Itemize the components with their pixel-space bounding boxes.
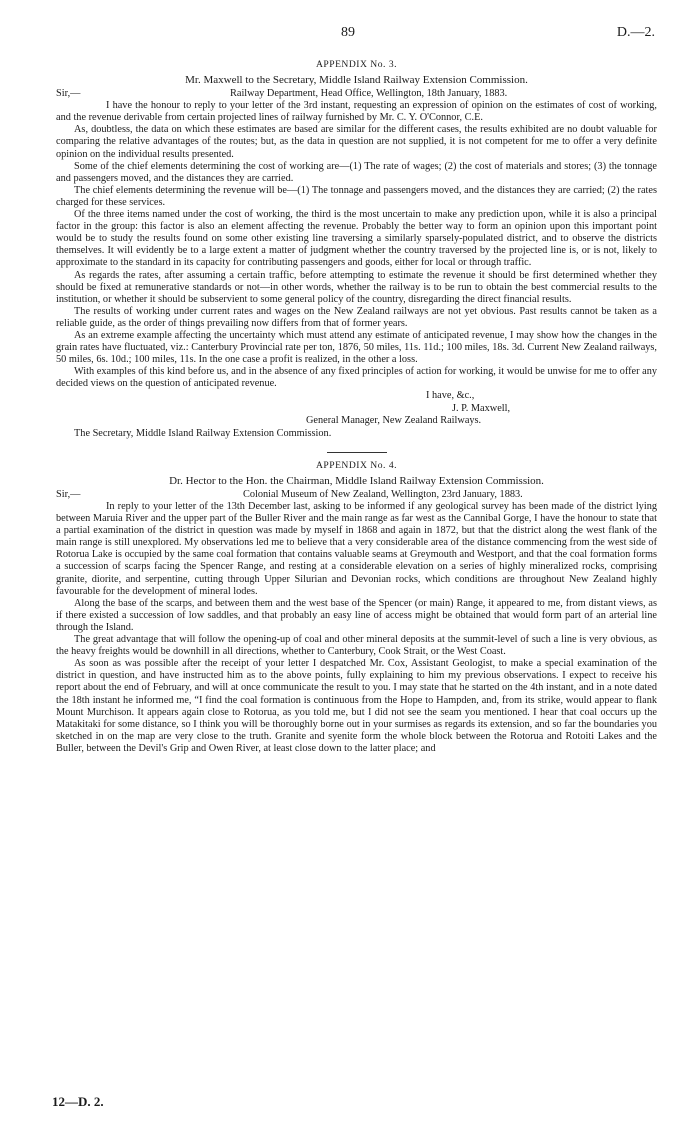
signature-mark: 12—D. 2. <box>52 1094 104 1109</box>
appendix-3-paragraph: With examples of this kind before us, and in the absence of any fixed principles of action for working, it would be unwise for me to offer any decided views on the question of anticipated revenue. <box>56 366 657 390</box>
appendix-3-closing: I have, &c., <box>426 390 475 402</box>
appendix-4-paragraph: As soon as was possible after the receipt of your letter I despatched Mr. Cox, Assistant Geologist, to make a special examination of the district in question, and have instructed him as to the above points, fully explaining to him my previous observations. I expect to receive his report about the end of February, and will at once communicate the result to you. I may state that he started on the 4th instant, and in a note dated the 18th instant he informed me, “I find the coal formation is continuous from the Hope to Hampden, and, from its strike, would appear to flank Mount Murchison. It appears again close to Rotorua, as you told me, but I did not see the seam you mentioned. I hear that coal occurs up the Matakitaki for some distance, so I think you will be thoroughly borne out in your surmises as regards its extension, and so far the boundaries you sketched in on the map are very close to the truth. Granite and syenite form the whole block between the Rotorua and Rotoiti Lakes and the Buller, between the Devil's Grip and Owen River, at least close down to the latter place; and <box>56 658 657 754</box>
page-body <box>56 52 657 755</box>
appendix-3-title: Mr. Maxwell to the Secretary, Middle Island Railway Extension Commission. <box>185 74 528 87</box>
page-number: 89 <box>341 25 355 40</box>
document-reference: D.—2. <box>616 25 655 40</box>
appendix-4-header <box>56 489 657 501</box>
appendix-3-header <box>56 88 657 100</box>
appendix-3-paragraph: The chief elements determining the revenue will be—(1) The tonnage and passengers moved, and the distances they are carried; (2) the rates charged for these services. <box>56 184 657 208</box>
appendix-3-paragraph: The results of working under current rates and wages on the New Zealand railways are not yet obvious. Past results cannot be taken as a reliable guide, as the order of things prevailing now differs from that of former years. <box>56 305 657 329</box>
appendix-3-sign-title: General Manager, New Zealand Railways. <box>306 414 482 426</box>
appendix-4-title: Dr. Hector to the Hon. the Chairman, Middle Island Railway Extension Commission. <box>169 474 544 487</box>
appendix-3-paragraph: As, doubtless, the data on which these estimates are based are similar for the different cases, the results exhibited are no doubt valuable for comparing the relative advantages of the routes; but, as the data in question are not supplied, it is not competent for me to offer a very definite opinion on the individual results presented. <box>56 124 657 160</box>
appendix-3-place-date: Railway Department, Head Office, Wellington, 18th January, 1883. <box>230 88 508 100</box>
appendix-3-label: APPENDIX No. 3. <box>315 59 398 70</box>
appendix-4-label: APPENDIX No. 4. <box>315 459 398 471</box>
appendix-3-salutation: Sir,— <box>56 88 81 100</box>
appendix-3-paragraph: Of the three items named under the cost of working, the third is the most uncertain to make any prediction upon, while it is also a principal factor in the group: this factor is also an element affecting the revenue. Probably the better way to form an opinion upon this important point would be to study the results found on some other existing line traversing a similarly sparsely-populated district, and to observe the districts themselves. It will evidently be to a large extent a matter of judgment whether the country traversed by the projected line is, or is not, likely to approximate to the standard in its capacity for contributing passengers and goods, either for local or through traffic. <box>56 209 657 269</box>
appendix-3-paragraph: As an extreme example affecting the uncertainty which must attend any estimate of anticipated revenue, I may show how the changes in the grain rates have fluctuated, viz.: Canterbury Provincial rate per ton, 1876, 50 miles, 11s. 11d.; 100 miles, 18s. 3d. Current New Zealand railways, 50 miles, 6s. 10d.; 100 miles, 11s. In the one case a profit is realized, in the other a loss. <box>56 329 657 366</box>
section-divider <box>327 452 387 453</box>
appendix-4-salutation: Sir,— <box>56 489 81 500</box>
appendix-4-paragraph: The great advantage that will follow the opening-up of coal and other mineral deposits at the summit-level of such a line is very obvious, as the heavy freights would be downhill in all directions, whether to Canterbury, Cook Strait, or the West Coast. <box>56 634 657 658</box>
appendix-3-paragraph: Some of the chief elements determining the cost of working are—(1) The rate of wages; (2) the cost of materials and stores; (3) the tonnage and passengers moved, and the distances they are carried. <box>56 160 657 184</box>
appendix-3-signature: J. P. Maxwell, <box>452 402 511 414</box>
appendix-4-place-date: Colonial Museum of New Zealand, Wellington, 23rd January, 1883. <box>243 489 523 500</box>
appendix-3-paragraph: I have the honour to reply to your letter of the 3rd instant, requesting an expression of opinion on the estimates of cost of working, and the revenue derivable from certain projected lines of railway furnished by Mr. C. Y. O'Connor, C.E. <box>56 100 657 124</box>
appendix-4-paragraph: In reply to your letter of the 13th December last, asking to be informed if any geological survey has been made of the district lying between Maruia River and the upper part of the Buller River and the main range as far west as the Cannibal Gorge, I have the honour to state that a partial examination of the district in question was made by myself in 1868 and again in 1872, but that the district along the west flank of the main range is still unexplored. My observations led me to believe that a very considerable area of the distance commencing from the west side of Rotorua Lake is occupied by the same coal formation that contains valuable seams at Greymouth and Westport, and that the coal formation forms a succession of scarps facing the Spencer Range, and resting at a considerable elevation on a series of highly mineralized rocks, comprising granite, diorite, and serpentine, cutting through Upper Silurian and Devonian rocks, which conditions are throughout New Zealand highly favourable for the development of mineral lodes. <box>56 501 657 597</box>
appendix-3-addressee: The Secretary, Middle Island Railway Extension Commission. <box>74 427 332 439</box>
appendix-4-paragraph: Along the base of the scarps, and between them and the west base of the Spencer (or main) Range, it appeared to me, from distant views, as if there existed a succession of low saddles, and that probably an easy line of access might be obtained that would form part of an arterial line through the Island. <box>56 597 657 633</box>
appendix-3-paragraph: As regards the rates, after assuming a certain traffic, before attempting to estimate the revenue it should be first determined whether they should be fixed at remunerative standards or not—in other words, whether the railway is to be run to obtain the best commercial results to the institution, or whether it should be subservient to some general policy of the country, disregarding the direct financial results. <box>56 269 657 305</box>
